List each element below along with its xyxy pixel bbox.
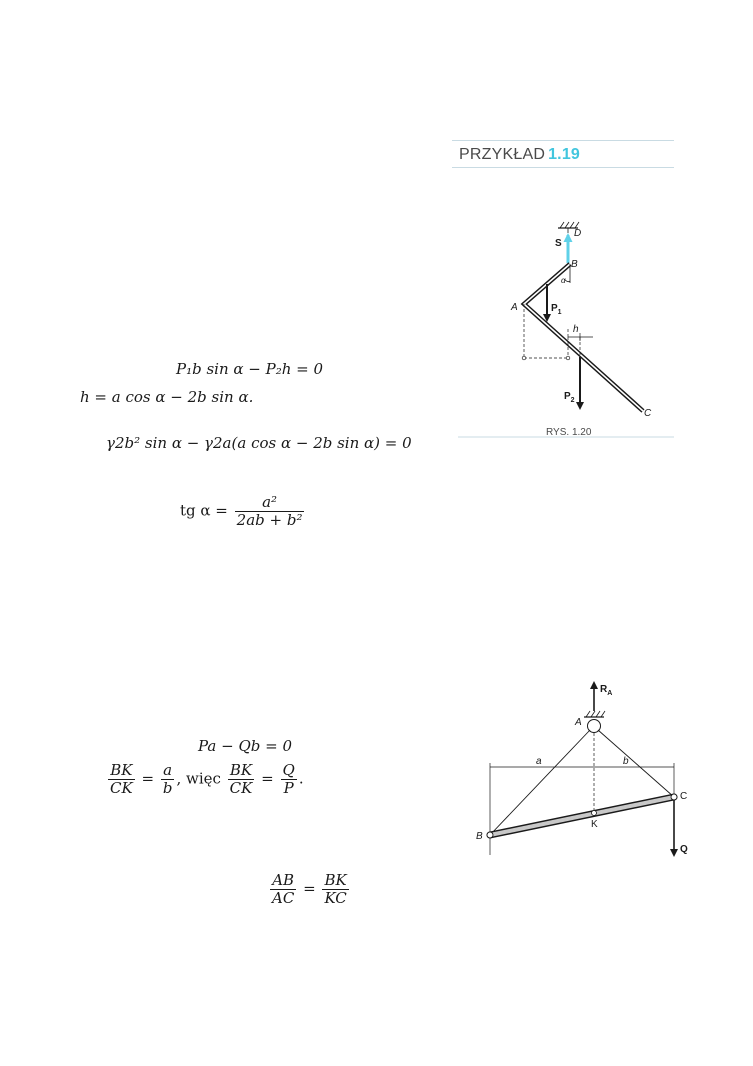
label-c-point: C xyxy=(680,791,688,802)
figure-1-20 xyxy=(458,215,678,445)
label-alpha: α xyxy=(561,276,566,285)
dimension-ab xyxy=(490,763,674,855)
label-d: D xyxy=(574,228,582,239)
header-bottom-rule xyxy=(452,167,674,168)
label-b-dim: b xyxy=(623,756,629,767)
label-c: C xyxy=(644,408,652,419)
dimension-h xyxy=(568,333,593,341)
label-a: A xyxy=(511,302,518,313)
equation-moment-balance: P₁b sin α − P₂h = 0 xyxy=(176,360,324,378)
label-p1: $P_1$ xyxy=(551,303,562,316)
label-q: Q xyxy=(680,844,688,855)
tg-alpha-fraction: $\frac{\text{a²}}{\text{2ab + b²}}$ xyxy=(236,493,303,529)
equation-tg-alpha xyxy=(180,494,306,529)
equation-h: h = a cos α − 2b sin α. xyxy=(80,388,254,406)
pin-b xyxy=(487,832,493,838)
pin-c xyxy=(671,794,677,800)
label-a-point: A xyxy=(575,717,582,728)
label-h: h xyxy=(573,324,579,335)
example-number: 1.19 xyxy=(548,146,581,163)
cable-ac xyxy=(598,730,674,797)
support-a xyxy=(584,711,605,733)
label-ra: $R_A$ xyxy=(600,684,613,697)
equation-ab-ac: $\frac{AB}{AC}$ = $\frac{BK}{KC}$ xyxy=(272,871,347,907)
figure-beam-suspension xyxy=(470,675,700,870)
equation-gamma: γ2b² sin α − γ2a(a cos α − 2b sin α) = 0 xyxy=(106,434,412,452)
label-s: S xyxy=(555,238,562,249)
label-a-dim: a xyxy=(536,756,542,767)
label-p2: $P_2$ xyxy=(564,391,575,404)
example-label: PRZYKŁAD xyxy=(459,146,546,163)
label-b-point: B xyxy=(476,831,483,842)
label-k-point: K xyxy=(591,819,598,830)
header-top-rule xyxy=(452,140,674,141)
figure-caption: RYS. 1.20 xyxy=(546,427,592,438)
equation-ratio: $\frac{BK}{CK}$ = $\frac{a}{b}$ , więc $\frac{BK}{CK}$ = $\frac{Q}{P}$ . xyxy=(110,761,304,797)
equation-pa-qb: Pa − Qb = 0 xyxy=(198,737,293,755)
example-title xyxy=(452,146,674,164)
point-k xyxy=(592,811,597,816)
label-b: B xyxy=(571,259,578,270)
bent-rod xyxy=(524,264,643,411)
example-header xyxy=(452,140,674,168)
tg-alpha-lhs: tg α = xyxy=(180,501,228,520)
